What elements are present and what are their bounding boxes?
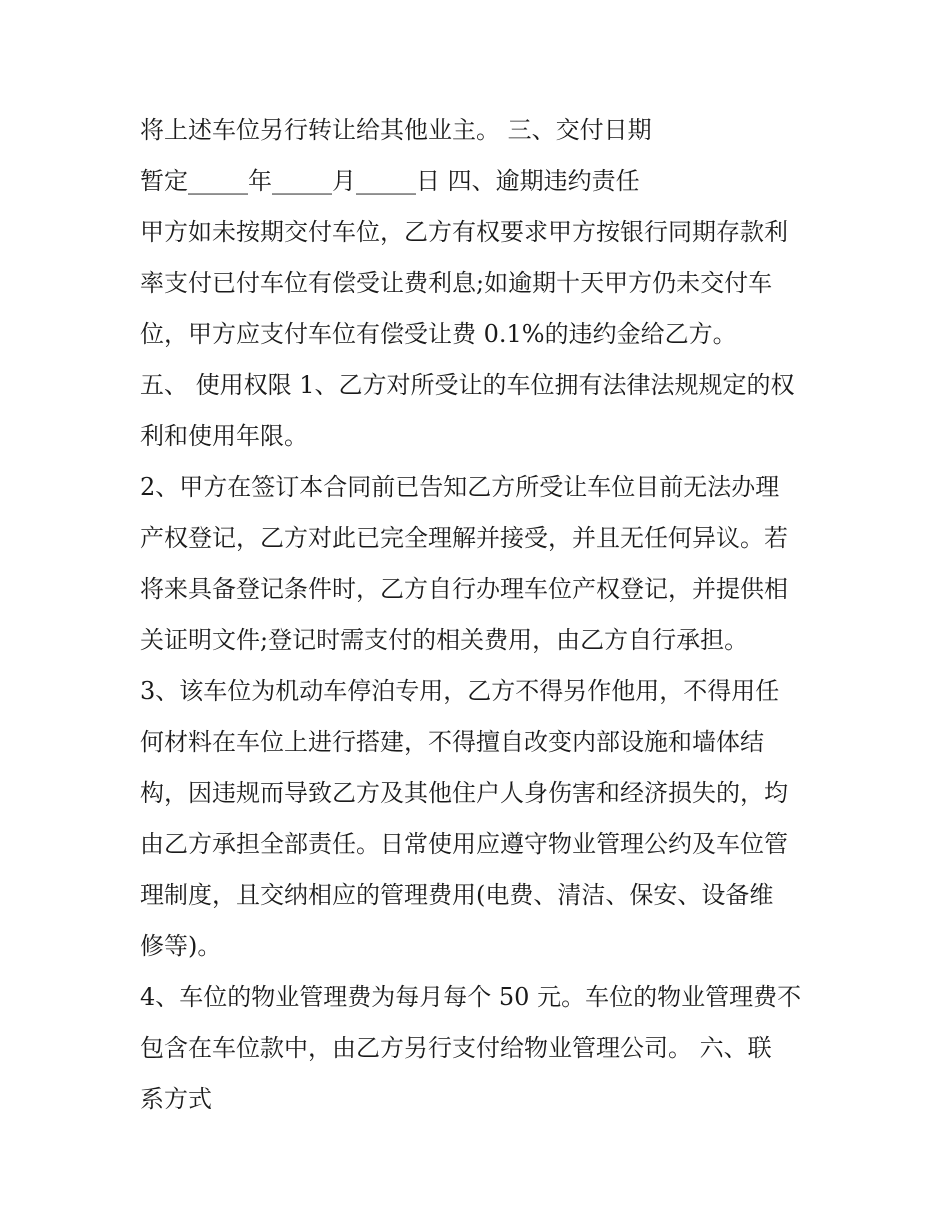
document-body — [140, 105, 820, 1125]
text-line: 修等)。 — [140, 932, 222, 960]
text-line: 将来具备登记条件时，乙方自行办理车位产权登记，并提供相 — [140, 575, 788, 603]
text-line: 将上述车位另行转让给其他业主。 三、交付日期 — [140, 116, 652, 144]
text-line: 暂定_____年_____月_____日 四、逾期违约责任 — [140, 167, 640, 195]
text-line: 由乙方承担全部责任。日常使用应遵守物业管理公约及车位管 — [140, 830, 788, 858]
text-line: 3、该车位为机动车停泊专用，乙方不得另作他用，不得用任 — [140, 677, 780, 705]
text-line: 何材料在车位上进行搭建，不得擅自改变内部设施和墙体结 — [140, 728, 764, 756]
text-line: 产权登记，乙方对此已完全理解并接受，并且无任何异议。若 — [140, 524, 788, 552]
text-line: 利和使用年限。 — [140, 422, 308, 450]
text-line: 五、 使用权限 1、乙方对所受让的车位拥有法律法规规定的权 — [140, 371, 795, 399]
text-line: 理制度，且交纳相应的管理费用(电费、清洁、保安、设备维 — [140, 881, 774, 909]
text-line: 关证明文件;登记时需支付的相关费用，由乙方自行承担。 — [140, 626, 749, 654]
text-line: 构，因违规而导致乙方及其他住户人身伤害和经济损失的，均 — [140, 779, 788, 807]
text-line: 甲方如未按期交付车位，乙方有权要求甲方按银行同期存款利 — [140, 218, 788, 246]
text-line: 系方式 — [140, 1085, 212, 1113]
text-line: 位，甲方应支付车位有偿受让费 0.1%的违约金给乙方。 — [140, 320, 737, 348]
text-line: 率支付已付车位有偿受让费利息;如逾期十天甲方仍未交付车 — [140, 269, 773, 297]
text-line: 2、甲方在签订本合同前已告知乙方所受让车位目前无法办理 — [140, 473, 780, 501]
text-line: 包含在车位款中，由乙方另行支付给物业管理公司。 六、联 — [140, 1034, 772, 1062]
text-line: 4、车位的物业管理费为每月每个 50 元。车位的物业管理费不 — [140, 983, 802, 1011]
